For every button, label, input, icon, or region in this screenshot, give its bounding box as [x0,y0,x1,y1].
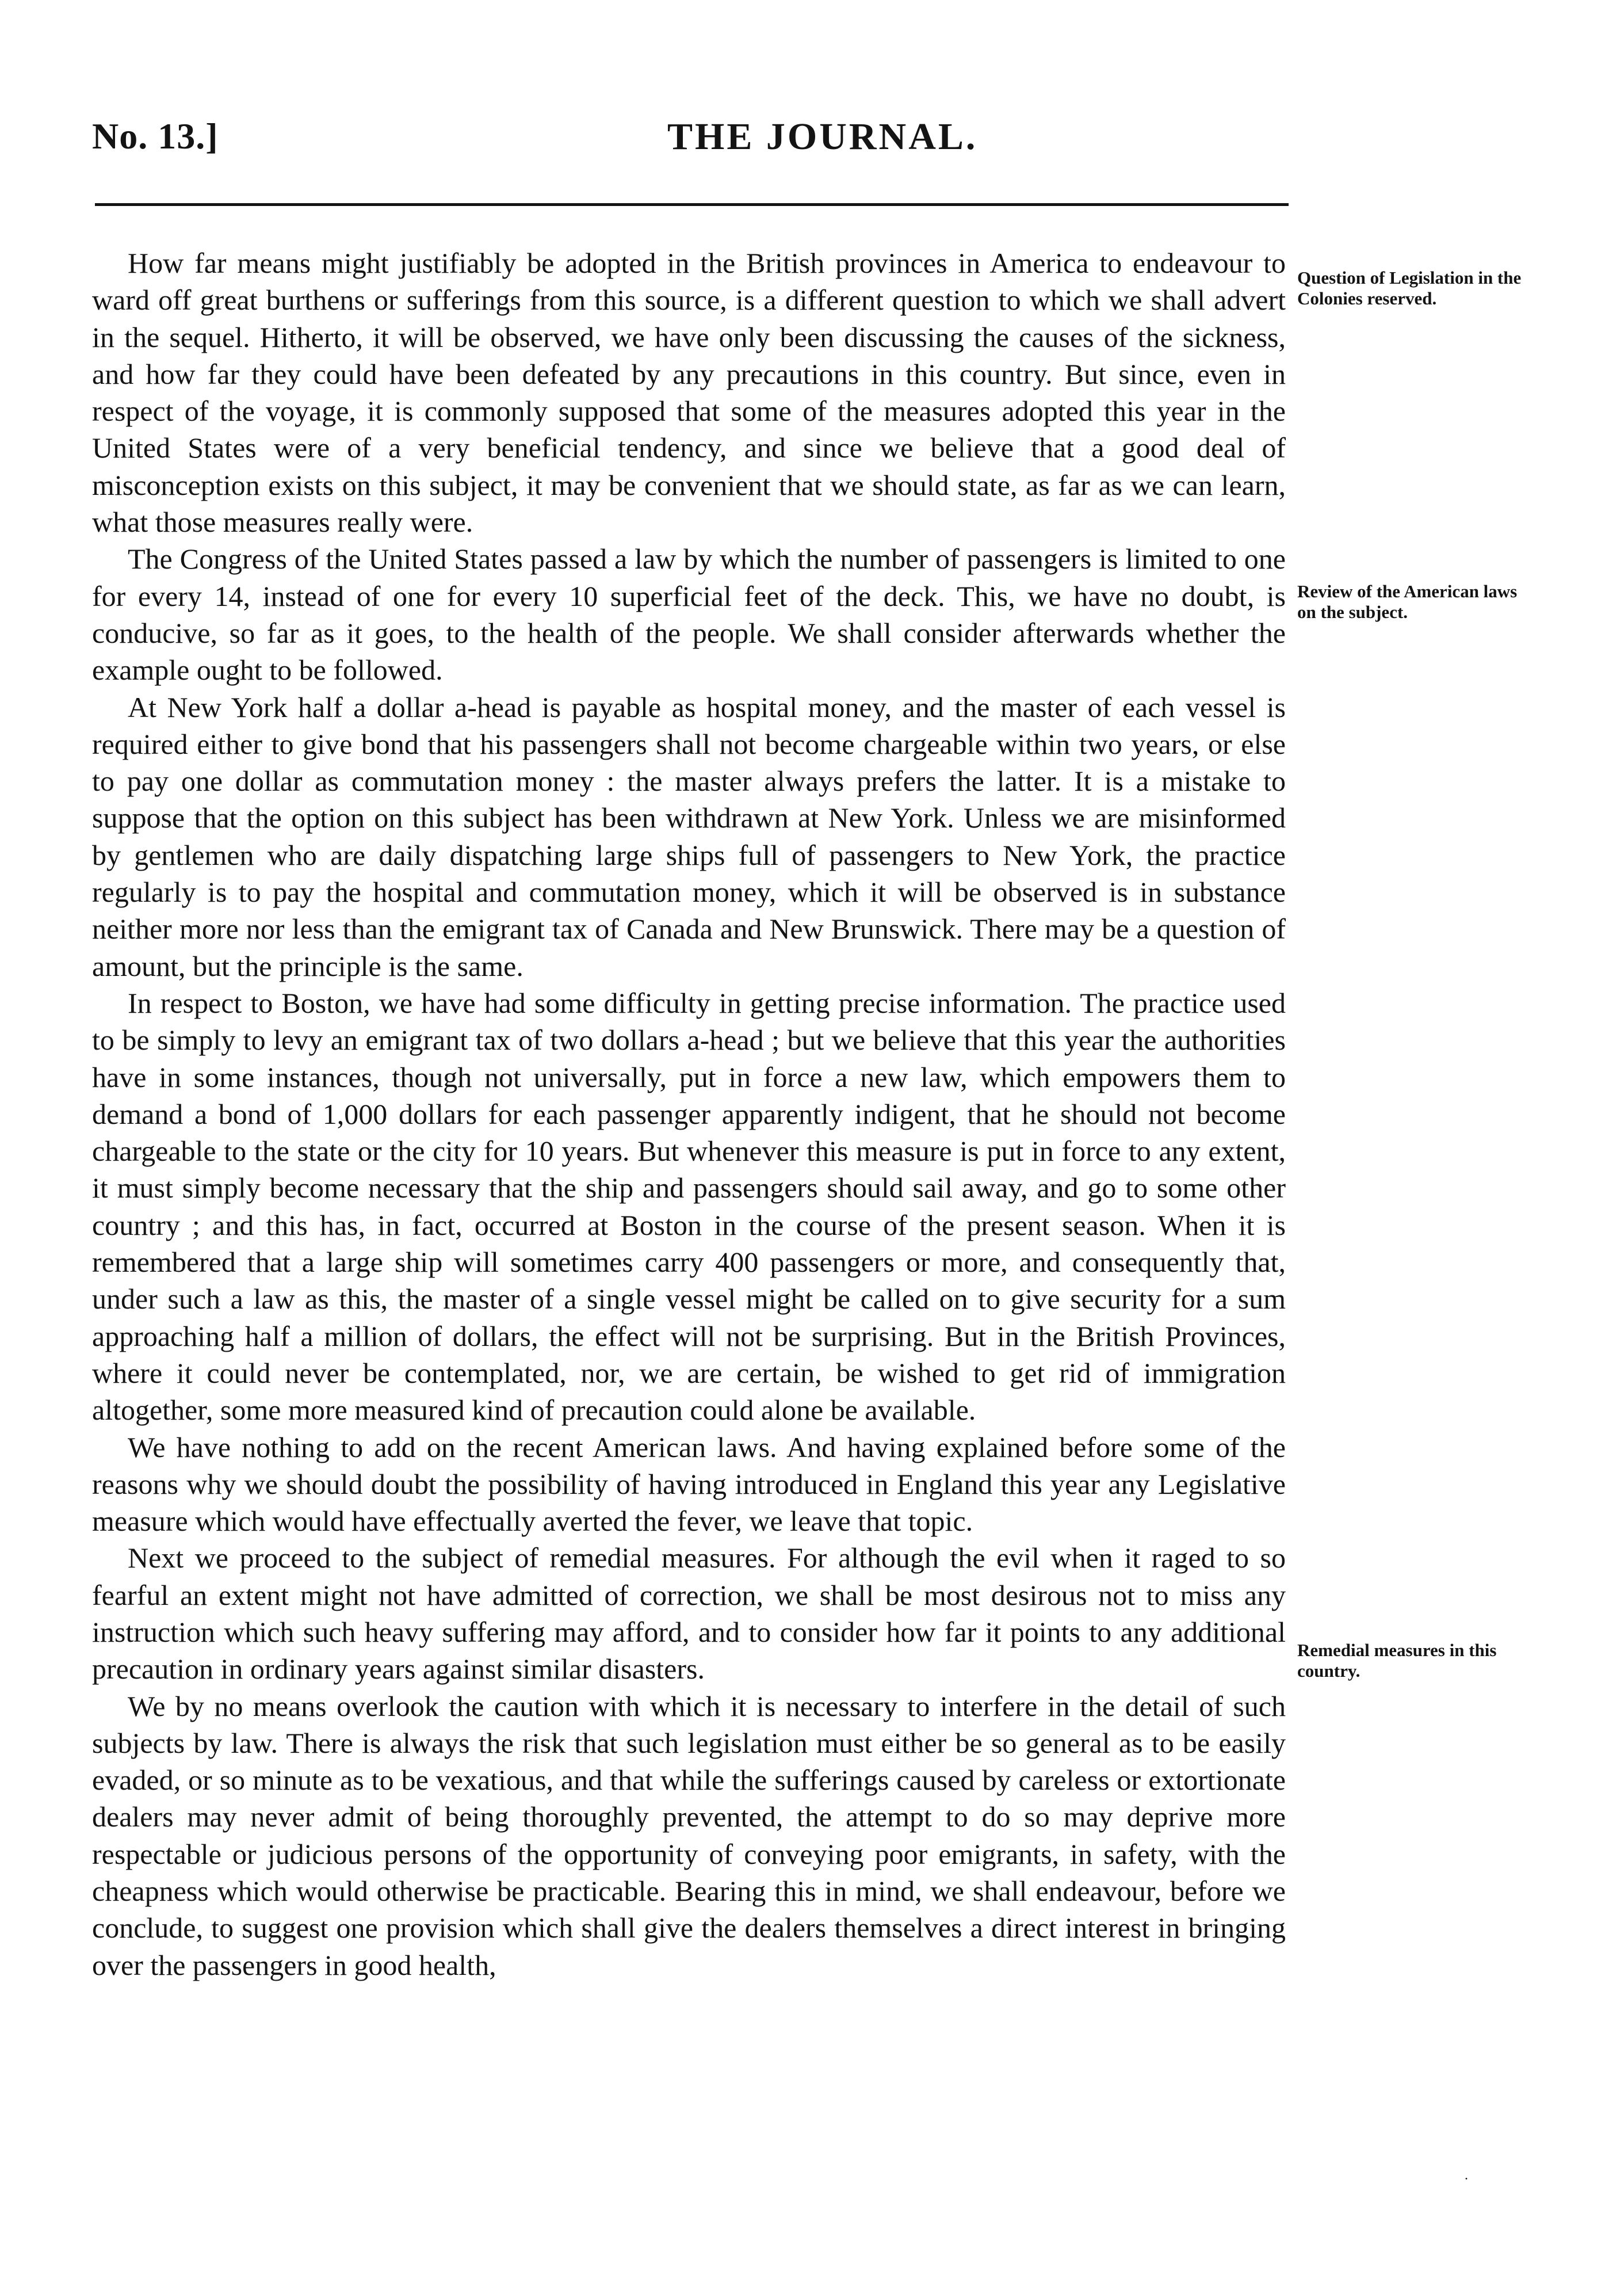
running-title: THE JOURNAL. [667,116,978,158]
paragraph-new-york: At New York half a dollar a-head is payable as hospital money, and the master of each vessel is required either to give bond that his passengers shall not become chargeable within two years, or else to pay one dollar as commutation money : the master always prefers the latter. It is a mistake to suppose that the option on this subject has been withdrawn at New York. Unless we are misinformed by gentlemen who are daily dispatching large ships full of passengers to New York, the practice regularly is to pay the hospital and commutation money, which it will be observed is in substance neither more nor less than the emigrant tax of Canada and New Brunswick. There may be a question of amount, but the principle is the same. [92,691,1286,982]
paragraph-question-of-means: How far means might justifiably be adopted in the British provinces in America to endeavour to ward off great burthens or sufferings from this source, is a different question to which we shall advert in the sequel. Hitherto, it will be observed, we have only been discussing the causes of the sickness, and how far they could have been defeated by any precautions in this country. But since, even in respect of the voyage, it is commonly supposed that some of the measures adopted this year in the United States were of a very beneficial tendency, and since we believe that a good deal of misconception exists on this subject, it may be convenient that we should state, as far as we can learn, what those measures really were. [92,247,1286,539]
margin-note-legislation-reserved: Question of Legislation in the Colonies reserved. [1297,268,1522,308]
paragraph-american-laws: We have nothing to add on the recent American laws. And having explained before some of the reasons why we should doubt the possibility of having introduced in England this year any Legislative measure which would have effectually averted the fever, we leave that topic. [92,1431,1286,1538]
paragraph-remedial-measures: Next we proceed to the subject of remedial measures. For although the evil when it raged to so fearful an extent might not have admitted of correction, we shall be most desirous not to miss any instruction which such heavy suffering may afford, and to consider how far it points to any additional precaution in ordinary years against similar disasters. [92,1542,1286,1685]
margin-note-american-laws: Review of the American laws on the subject. [1297,581,1518,622]
paragraph-congress-law: The Congress of the United States passed a law by which the number of passengers is limited to one for every 14, instead of one for every 10 superficial feet of the deck. This, we have no doubt, is conducive, so far as it goes, to the health of the people. We shall consider afterwards whether the example ought to be followed. [92,543,1286,686]
stray-ink-mark: · [1464,2172,1469,2187]
paragraph-caution: We by no means overlook the caution with which it is necessary to interfere in the detail of such subjects by law. There is always the risk that such legislation must either be so general as to be easily evaded, or so minute as to be vexatious, and that while the sufferings caused by careless or extortionate dealers may never admit of being thoroughly prevented, the attempt to do so may deprive more respectable or judicious persons of the opportunity of conveying poor emigrants, in safety, with the cheapness which would otherwise be practicable. Bearing this in mind, we shall endeavour, before we conclude, to suggest one provision which shall give the dealers themselves a direct interest in bringing over the passengers in good health, [92,1689,1286,1981]
body-text [92,245,1286,1984]
paragraph-boston: In respect to Boston, we have had some difficulty in getting precise information. The practice used to be simply to levy an emigrant tax of two dollars a-head ; but we believe that this year the authorities have in some instances, though not universally, put in force a new law, which empowers them to demand a bond of 1,000 dollars for each passenger apparently indigent, that he should not become chargeable to the state or the city for 10 years. But whenever this measure is put in force to any extent, it must simply become necessary that the ship and passengers should sail away, and go to some other country ; and this has, in fact, occurred at Boston in the course of the present season. When it is remembered that a large ship will sometimes carry 400 passengers or more, and consequently that, under such a law as this, the master of a single vessel might be called on to give security for a sum approaching half a million of dollars, the effect will not be surprising. But in the British Provinces, where it could never be contemplated, nor, we are certain, be wished to get rid of immigration altogether, some more measured kind of precaution could alone be available. [92,986,1286,1427]
page-number: No. 13.] [92,116,219,157]
page-header [92,115,1289,167]
margin-note-remedial-measures: Remedial measures in this country. [1297,1640,1497,1681]
header-rule [95,203,1289,206]
